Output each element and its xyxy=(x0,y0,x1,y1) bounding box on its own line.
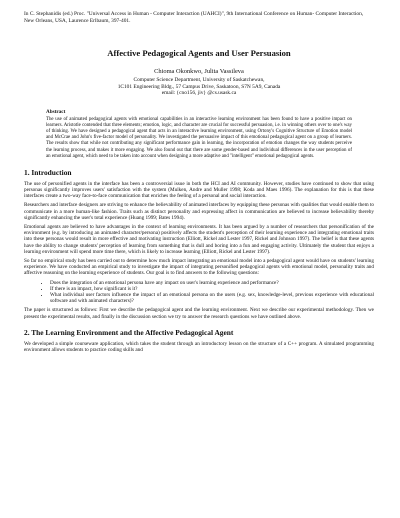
intro-paragraph: The use of personified agents in the interface has been a controversial issue in both the HCI and AI community. However, studies have continued to show that using personas significantly improves users' satisfaction with the system (Mulken, Andre and Muller 1998; Koda and Maes 1996). The explanation for this is that these interfaces create a two-way face-to-face communication that enriches the feeling of a personal and social interaction. xyxy=(24,180,374,200)
intro-paragraph: Researchers and interface designers are striving to enhance the believability of animated interfaces by equipping these personas with qualities that would enable them to communicate in a more human-like fashion. Traits such as distinct personality and expressing affect in communication are believed to increase believability thereby significantly enhancing the user's total experience (Huang 1999; Bates 1994). xyxy=(24,202,374,221)
affiliation-department: Computer Science Department, University of Saskatchewan, xyxy=(133,77,265,84)
author-affiliation xyxy=(24,77,374,97)
list-item: • Does the integration of an emotional persona have any impact on user's learning experience and performance? xyxy=(50,280,374,286)
intro-paragraph: Emotional agents are believed to have advantages in the context of learning environments. It has been argued by a number of researchers that personification of the environment (e.g. by introducing an animated character/persona) positively affects the student's perception of their learning experience and integrating emotional traits into these personas would result in more effective and motivating instruction (Elliott, Rickel and Lester 1997, Rickel and Johnson 1997). The belief is that these agents have the ability to change students' perception of learning from something that is dull and boring into a fun and engaging activity. Ultimately the student that enjoys a learning environment will spend more time there, which is likely to increase learning (Elliott, Rickel and Lester 1997). xyxy=(24,223,374,255)
affiliation-address: 1C101 Engineering Bldg., 57 Campus Drive, Saskatoon, S7N 5A9, Canada xyxy=(117,83,281,90)
research-questions-list xyxy=(24,280,374,305)
citation-header: In C. Stephanidis (ed.) Proc. "Universal Access in Human - Computer Interaction (UAHCI)", 9th International Conference on Human- Computer Interaction, New Orleans, USA, Laurence Erlbaum, 397-401. xyxy=(24,11,364,24)
paper-title: Affective Pedagogical Agents and User Persuasion xyxy=(107,48,291,59)
paper-authors: Chioma Okonkwo, Julita Vassileva xyxy=(154,68,244,76)
section2-paragraph: We developed a simple courseware application, which takes the student through an introductory lesson on the structure of a C++ program. A simulated programming environment allows students to practice coding skills and xyxy=(24,340,374,353)
list-item: • If there is an impact, how significant is it? xyxy=(50,286,374,292)
list-item: • What individual user factors influence the impact of an emotional persona on the users (e.g. sex, knowledge-level, previous experience with educational software and with animated characters)? xyxy=(50,292,374,304)
abstract-block xyxy=(46,109,352,160)
intro-paragraph: So far no empirical study has been carried out to determine how much impact integrating an emotional model into a pedagogical agent would have on students' learning experience. We have conducted an empirical study to investigate the impact of integrating personified pedagogical agents with emotional model, personality traits and affective reasoning on the learning experience of students. Our goal is to find answers to the following questions: xyxy=(24,257,374,277)
abstract-heading: Abstract xyxy=(46,108,66,115)
abstract-text: The use of animated pedagogical agents with emotional capabilities in an interactive learning environment has been found to have a positive impact on learners. Aristotle contended that three elements; emotion, logic, and character are crucial for successful persuasion, i.e. in winning others over to one's way of thinking. We have designed a pedagogical agent that acts in an interactive learning environment, using Ortony's Cognitive Structure of Emotion model and McCrae and John's five-factor model of personality. We investigated the persuasive impact of this emotional pedagogical agent on a group of learners. The results show that while not contributing any significant performance gain in learning, the incorporation of emotion changes the way students perceive the learning process, and makes it more engaging. We also found out that there are some gender-based and individual differences in the user perception of an emotional agent, which need to be taken into account when designing a more adaptive and "intelligent" emotional pedagogical agents. xyxy=(46,117,352,159)
affiliation-email: email: {cno156, jiv} @cs.usask.ca xyxy=(161,90,237,97)
intro-closing-paragraph: The paper is structured as follows: First we describe the pedagogical agent and the learning environment. Next we describe our experimental methodology. Then we present the experimental results, and finally in the discussion section we try to answer the research questions we have outlined above. xyxy=(24,307,374,320)
section-heading-learning-environment: 2. The Learning Environment and the Affective Pedagogical Agent xyxy=(24,327,234,337)
section-heading-introduction: 1. Introduction xyxy=(24,167,72,177)
